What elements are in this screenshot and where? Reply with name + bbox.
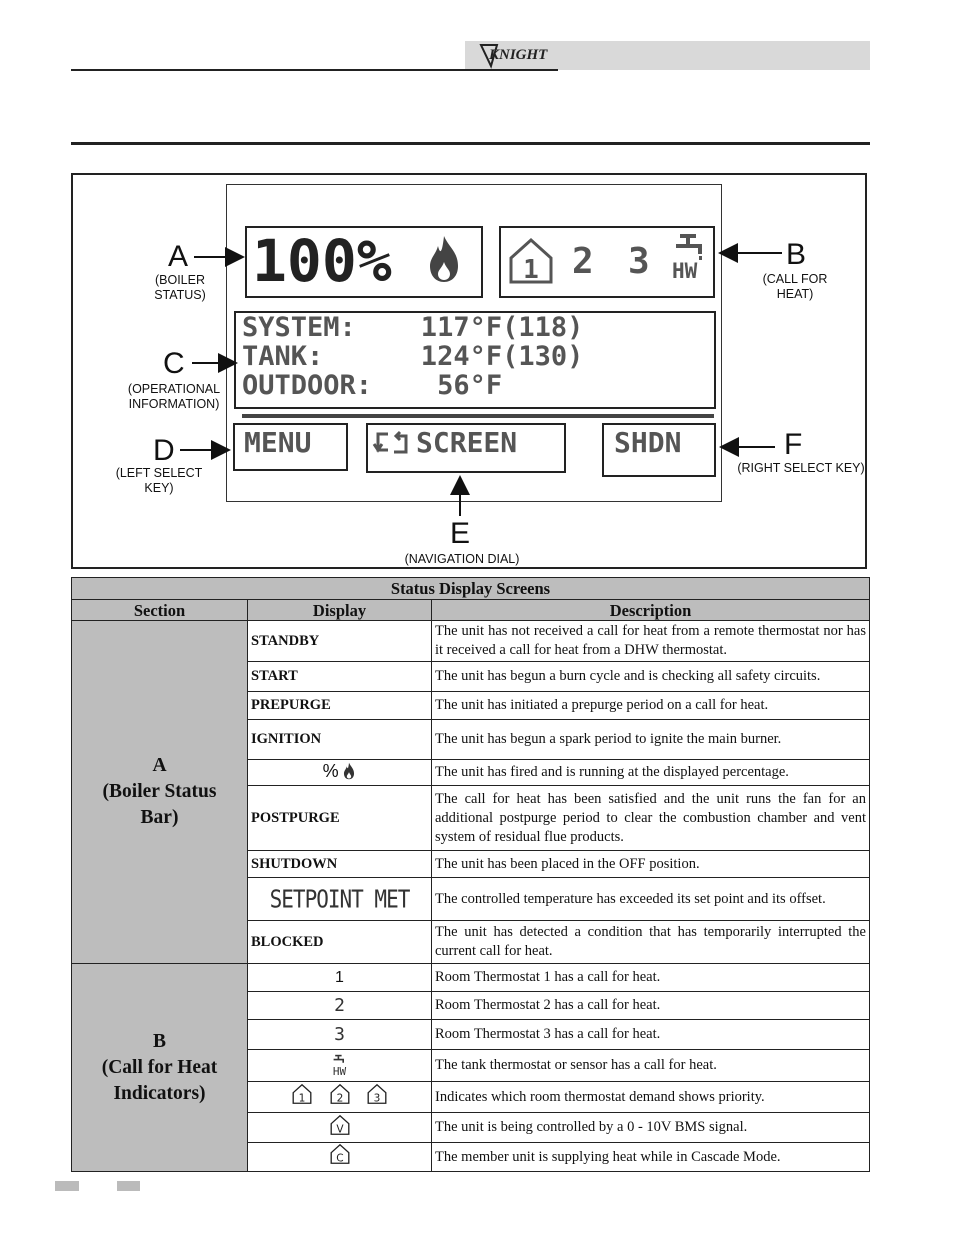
table-row: POSTPURGE The call for heat has been satisfied and the unit runs the fan for an additional postpurge period to clear the combustion chamber and vent system of residual flue products. <box>72 786 870 851</box>
house-1-icon <box>291 1083 313 1105</box>
right-key-label: SHDN <box>614 426 682 459</box>
svg-text:KNIGHT: KNIGHT <box>489 47 548 63</box>
table-row: % The unit has fired and is running at the displayed percentage. <box>72 760 870 786</box>
table-row: B (Call for Heat Indicators) 1 Room Thermostat 1 has a call for heat. <box>72 964 870 992</box>
footer-mark-left <box>55 1181 79 1191</box>
callout-b-letter: B <box>786 238 807 271</box>
svg-text:C: C <box>335 1152 344 1165</box>
callout-f-letter: F <box>784 428 803 461</box>
center-key-label: SCREEN <box>416 426 518 459</box>
house-3-icon <box>366 1083 388 1105</box>
callout-c-letter: C <box>163 347 185 380</box>
flame-icon <box>342 762 356 780</box>
callout-f-caption: (RIGHT SELECT KEY) <box>737 461 865 475</box>
header-description: Description <box>432 600 870 621</box>
tank-hw-label: HW <box>672 259 698 283</box>
section-a-cell: A (Boiler Status Bar) <box>72 621 248 964</box>
tank-hw-display: HW <box>248 1050 432 1082</box>
house-c-display <box>248 1143 432 1172</box>
left-key-label: MENU <box>244 426 312 459</box>
footer-mark-right <box>117 1181 140 1191</box>
table-row: 1 2 3 Indicates which room thermostat demand shows priority. <box>72 1082 870 1113</box>
table-row: PREPURGE The unit has initiated a prepurge period on a call for heat. <box>72 692 870 720</box>
house-c-icon <box>329 1143 351 1165</box>
table-row: BLOCKED The unit has detected a condition that has temporarily interrupted the current call for heat. <box>72 921 870 964</box>
svg-text:1: 1 <box>298 1092 306 1105</box>
table-row: C The member unit is supplying heat while in Cascade Mode. <box>72 1143 870 1172</box>
zone-2-indicator: 2 <box>572 241 595 282</box>
table-title: Status Display Screens <box>72 578 870 600</box>
svg-text:3: 3 <box>373 1092 381 1105</box>
setpoint-met-display: SETPOINT MET <box>248 873 432 925</box>
system-temp-line: SYSTEM: 117°F(118) <box>242 312 584 343</box>
tank-temp-line: TANK: 124°F(130) <box>242 341 584 372</box>
callout-e-letter: E <box>450 517 471 550</box>
house-v-display <box>248 1113 432 1143</box>
house-2-icon <box>329 1083 351 1105</box>
section-b-cell: B (Call for Heat Indicators) <box>72 964 248 1172</box>
svg-text:V: V <box>335 1122 344 1135</box>
table-row: SETPOINT MET The controlled temperature has exceeded its set point and its offset. <box>72 878 870 921</box>
callout-d-caption: (LEFT SELECT KEY) <box>115 466 203 495</box>
table-row: HW The tank thermostat or sensor has a call for heat. <box>72 1050 870 1082</box>
house-v-icon <box>329 1114 351 1136</box>
table-row: START The unit has begun a burn cycle and is checking all safety circuits. <box>72 662 870 692</box>
zone-3-indicator: 3 <box>628 241 651 282</box>
boiler-status-value: 100% <box>252 227 392 295</box>
callout-c-caption: (OPERATIONAL INFORMATION) <box>127 382 221 411</box>
priority-houses-display <box>248 1082 432 1113</box>
svg-text:1: 1 <box>523 255 539 285</box>
callout-e-caption: (NAVIGATION DIAL) <box>404 552 520 566</box>
table-row: V The unit is being controlled by a 0 - 10V BMS signal. <box>72 1113 870 1143</box>
callout-a-caption: (BOILER STATUS) <box>154 273 206 302</box>
table-row: IGNITION The unit has begun a spark period to ignite the main burner. <box>72 720 870 760</box>
faucet-icon <box>330 1054 350 1066</box>
status-display-table <box>71 577 870 1172</box>
outdoor-temp-line: OUTDOOR: 56°F <box>242 370 503 401</box>
callout-b-caption: (CALL FOR HEAT) <box>762 272 828 301</box>
callout-d-letter: D <box>153 434 175 467</box>
table-row: A (Boiler Status Bar) STANDBY The unit has not received a call for heat from a remote thermostat nor has it received a call for heat from a DHW thermostat. <box>72 621 870 662</box>
callout-a-letter: A <box>168 240 189 273</box>
svg-text:2: 2 <box>336 1092 343 1105</box>
table-row: 2 Room Thermostat 2 has a call for heat. <box>72 992 870 1020</box>
header-section: Section <box>72 600 248 621</box>
table-row: 3 Room Thermostat 3 has a call for heat. <box>72 1020 870 1050</box>
percent-flame-display: % <box>248 760 432 786</box>
header-display: Display <box>248 600 432 621</box>
table-row: SHUTDOWN The unit has been placed in the OFF position. <box>72 851 870 878</box>
